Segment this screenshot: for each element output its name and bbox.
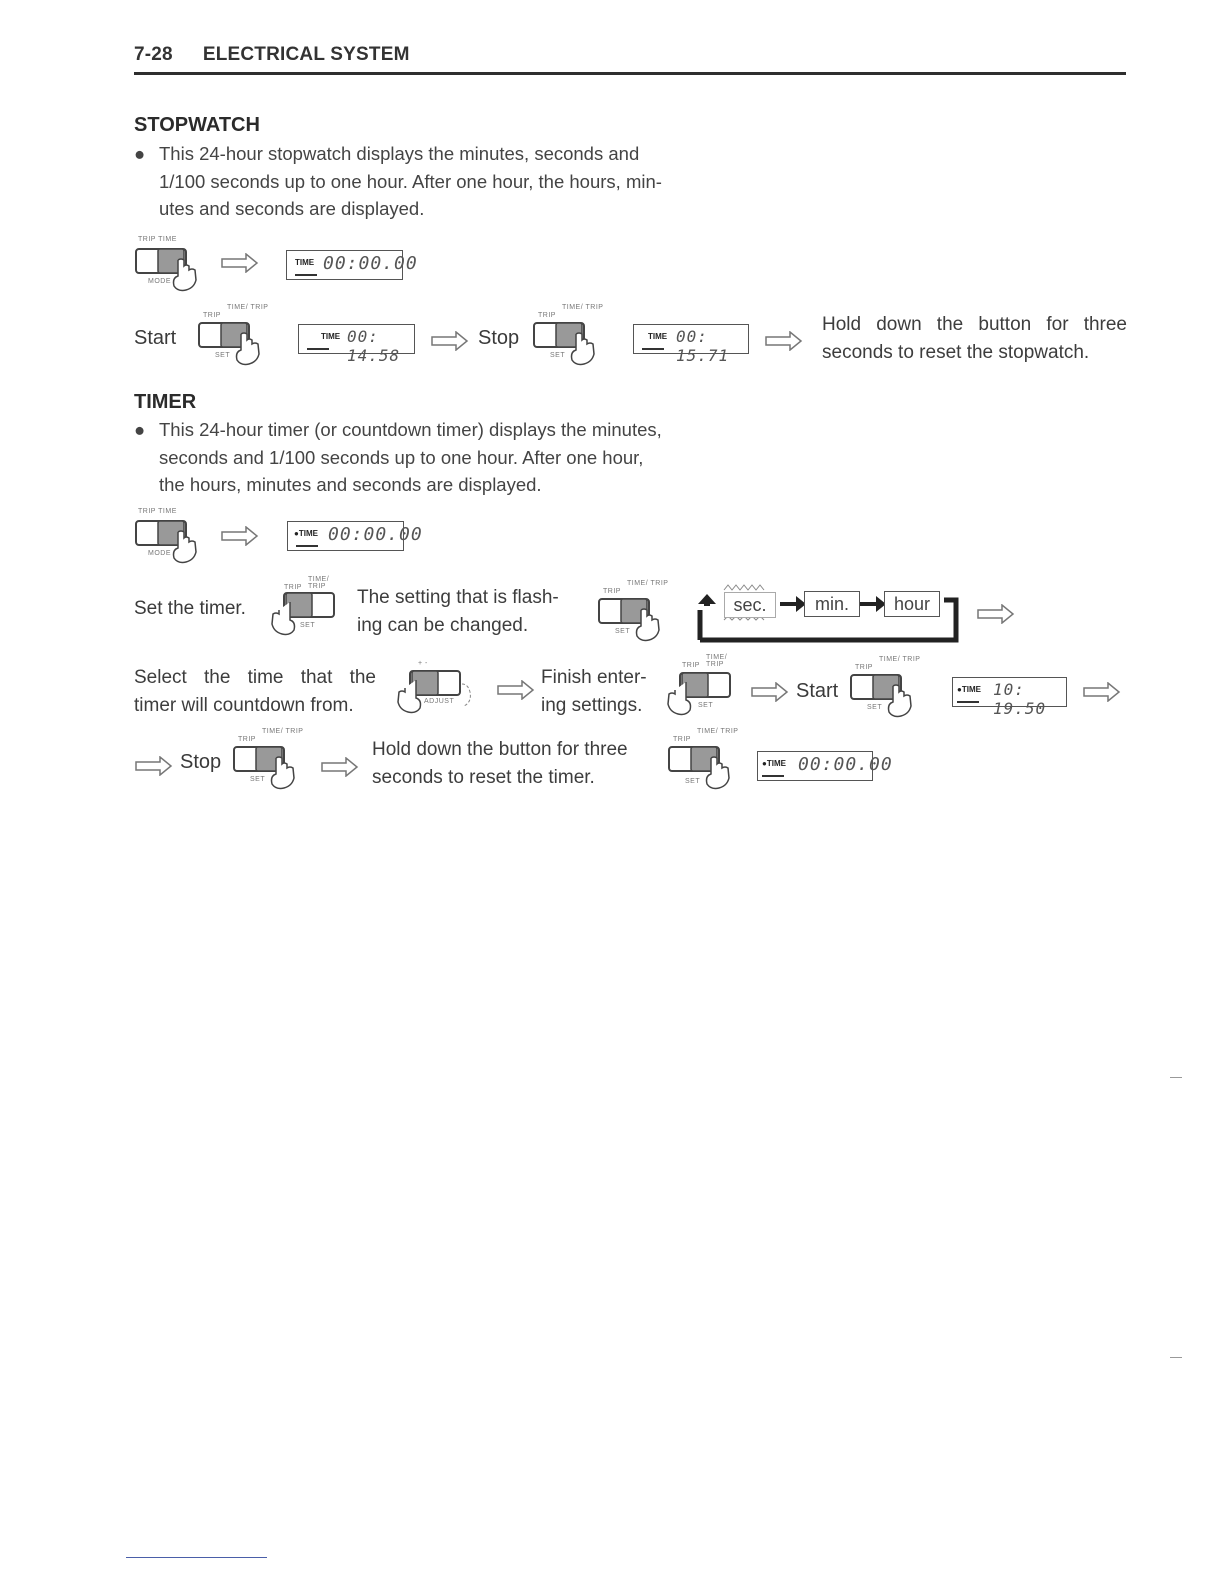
select-time-note: Select the time that the timer will countdown from. xyxy=(134,667,376,716)
arrow-right-icon xyxy=(430,331,470,351)
set-button-illustration: TRIP TIME/ TRIP SET xyxy=(667,728,742,794)
set-timer-label: Set the timer. xyxy=(134,598,246,619)
switch-hand-icon xyxy=(232,744,304,790)
cycle-hour: hour xyxy=(884,591,940,617)
set-button-illustration: TRIP TIME/ TRIP SET xyxy=(270,576,340,638)
bullet-icon: ● xyxy=(134,143,146,164)
switch-hand-left-icon xyxy=(270,590,340,638)
arrow-right-icon xyxy=(134,756,174,776)
stopwatch-reset-note: Hold down the button for three seconds to reset the stopwatch. xyxy=(822,314,1127,363)
timer-icon: ● xyxy=(957,685,962,694)
set-button-illustration: TRIP TIME/ TRIP SET xyxy=(532,304,607,366)
stopwatch-bullet xyxy=(134,140,754,223)
lcd-digits: 00: 14.58 xyxy=(347,327,401,365)
lcd-display-timer-running: ●TIME 10: 19.50 xyxy=(952,677,1067,707)
mode-button-illustration: TRIP TIME MODE xyxy=(134,508,204,564)
switch-hand-icon xyxy=(134,518,206,564)
lcd-digits: 00:00.00 xyxy=(798,754,893,775)
switch-hand-icon xyxy=(197,320,269,366)
timer-icon: ● xyxy=(294,529,299,538)
bullet-icon: ● xyxy=(134,419,146,440)
flash-note: The setting that is flash- ing can be changed. xyxy=(357,587,559,636)
arrow-right-icon xyxy=(496,680,536,700)
page-header xyxy=(134,44,410,66)
arrow-right-icon xyxy=(750,682,790,702)
lcd-digits: 00:00.00 xyxy=(328,524,423,545)
switch-hand-left-icon xyxy=(666,670,736,718)
cycle-min: min. xyxy=(804,591,860,617)
lcd-display: TIME 00:00.00 xyxy=(286,250,403,280)
set-button-illustration: TRIP TIME/ TRIP SET xyxy=(597,580,672,642)
start-label: Start xyxy=(134,327,177,349)
stop-label: Stop xyxy=(478,327,520,349)
timer-heading: TIMER xyxy=(134,391,197,413)
timer-bullet: ● This 24-hour timer (or countdown timer) displays the minutes, seconds and 1/100 seconds up to one hour. After one hour, the hours, minutes and seconds are displayed. xyxy=(134,416,754,499)
timer-start-label: Start xyxy=(796,680,839,702)
switch-hand-icon xyxy=(134,246,206,292)
switch-hand-icon xyxy=(667,744,739,790)
edge-mark xyxy=(1170,1077,1182,1078)
lcd-display-timer-reset: ●TIME 00:00.00 xyxy=(757,751,873,781)
trip-time-caption: TRIP TIME xyxy=(138,236,177,243)
arrow-right-icon xyxy=(320,757,360,777)
page-number: 7-28 xyxy=(134,44,173,65)
set-button-illustration: TRIP TIME/ TRIP SET xyxy=(232,728,307,794)
cycle-sec: sec. xyxy=(724,592,776,618)
bullet-line: 1/100 seconds up to one hour. After one hour, the hours, min- xyxy=(159,170,662,192)
setting-cycle-diagram xyxy=(696,582,961,644)
section-title: ELECTRICAL SYSTEM xyxy=(202,44,410,65)
timer-stop-label: Stop xyxy=(180,751,222,773)
set-button-illustration: TRIP TIME/ TRIP SET xyxy=(197,304,272,366)
header-rule xyxy=(134,72,1126,75)
switch-hand-icon xyxy=(849,672,921,718)
arrow-right-icon xyxy=(976,604,1016,624)
set-button-illustration: TRIP TIME/ TRIP SET xyxy=(666,654,741,720)
bullet-line: utes and seconds are displayed. xyxy=(159,198,425,219)
lcd-digits: 10: 19.50 xyxy=(993,680,1047,718)
footer-line xyxy=(126,1557,267,1558)
timer-reset-note: Hold down the button for three seconds to reset the timer. xyxy=(372,739,628,788)
lcd-display-timer: ●TIME 00:00.00 xyxy=(287,521,404,551)
switch-hand-icon xyxy=(532,320,604,366)
lcd-display-stopped: TIME 00: 15.71 xyxy=(633,324,749,354)
arrow-right-icon xyxy=(220,253,260,273)
mode-caption: MODE xyxy=(148,278,171,285)
edge-mark xyxy=(1170,1357,1182,1358)
finish-note: Finish enter- ing settings. xyxy=(541,667,647,716)
mode-button-illustration xyxy=(134,236,204,292)
stopwatch-heading: STOPWATCH xyxy=(134,114,260,136)
switch-hand-icon xyxy=(597,596,669,642)
lcd-digits: 00: 15.71 xyxy=(676,327,730,365)
arrow-right-icon xyxy=(1082,682,1122,702)
adjust-switch-hand-icon xyxy=(396,668,486,718)
adjust-button-illustration: + - ADJUST xyxy=(396,660,486,720)
timer-icon: ● xyxy=(762,759,767,768)
arrow-right-icon xyxy=(220,526,260,546)
lcd-display-running: TIME 00: 14.58 xyxy=(298,324,415,354)
bullet-line: This 24-hour stopwatch displays the minutes, seconds and xyxy=(159,143,640,164)
arrow-right-icon xyxy=(764,331,804,351)
set-button-illustration: TRIP TIME/ TRIP SET xyxy=(849,656,924,722)
lcd-digits: 00:00.00 xyxy=(323,253,418,274)
